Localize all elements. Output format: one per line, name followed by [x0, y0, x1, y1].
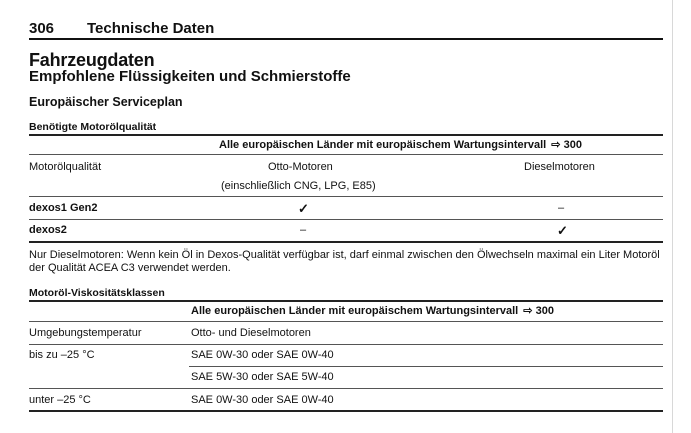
- table1-row-name: dexos2: [29, 224, 67, 236]
- check-icon: ✓: [298, 201, 309, 216]
- table2-row-value: SAE 0W-30 oder SAE 0W-40: [191, 394, 334, 406]
- table2-header-rule: [29, 344, 663, 345]
- table1-banner: [219, 138, 582, 151]
- table2-row-rule: [29, 388, 663, 389]
- diesel-note: Nur Dieselmotoren: Wenn kein Öl in Dexos-Qualität verfügbar ist, darf einmal zwischen den Ölwechseln maximal ein Liter Motoröl der Qualität ACEA C3 verwendet werden.: [29, 249, 660, 274]
- table2-col-temp: Umgebungstemperatur: [29, 327, 142, 339]
- table2-banner-rule: [29, 321, 663, 322]
- dash-mark: –: [300, 224, 307, 236]
- check-icon: ✓: [557, 223, 568, 238]
- cross-reference-arrow-icon: ⇨: [551, 139, 561, 151]
- table2-bottom-rule: [29, 410, 663, 412]
- header-rule: [29, 38, 663, 40]
- table2-banner: [191, 304, 554, 317]
- table2-col-engines: Otto- und Dieselmotoren: [191, 327, 311, 339]
- table1-col-otto-sub: (einschließlich CNG, LPG, E85): [221, 180, 376, 192]
- table2-row-value: SAE 5W-30 oder SAE 5W-40: [191, 371, 334, 383]
- table2-banner-ref: 300: [535, 305, 554, 317]
- table2-row-temp: unter –25 °C: [29, 394, 91, 406]
- page-subtitle: Empfohlene Flüssigkeiten und Schmierstoffe: [29, 68, 351, 85]
- table1-banner-rule: [29, 154, 663, 155]
- table2-banner-text: Alle europäischen Länder mit europäischem Wartungsintervall: [191, 305, 519, 317]
- section-heading: Europäischer Serviceplan: [29, 95, 183, 109]
- table1-row-rule: [29, 219, 663, 220]
- table1-bottom-rule: [29, 241, 663, 243]
- table2-top-rule: [29, 300, 663, 302]
- table1-row-name: dexos1 Gen2: [29, 202, 98, 214]
- table2-subrow-rule: [189, 366, 663, 367]
- table1-banner-text: Alle europäischen Länder mit europäischem Wartungsintervall: [219, 139, 547, 151]
- scroll-edge-line: [672, 0, 673, 433]
- dash-mark: –: [558, 202, 565, 214]
- table1-top-rule: [29, 134, 663, 136]
- table1-heading: Benötigte Motorölqualität: [29, 121, 157, 133]
- page-number: 306: [29, 20, 55, 37]
- table2-row-temp: bis zu –25 °C: [29, 349, 95, 361]
- page-header: [29, 18, 663, 38]
- table1-header-rule: [29, 196, 663, 197]
- table1-col-otto: Otto-Motoren: [268, 161, 333, 173]
- page-title: Fahrzeugdaten: [29, 50, 155, 70]
- table1-col-diesel: Dieselmotoren: [524, 161, 595, 173]
- table2-heading: Motoröl-Viskositätsklassen: [29, 287, 165, 299]
- table1-col-label: Motorölqualität: [29, 161, 102, 173]
- section-title: Technische Daten: [87, 20, 215, 37]
- table1-banner-ref: 300: [563, 139, 582, 151]
- table2-row-value: SAE 0W-30 oder SAE 0W-40: [191, 349, 334, 361]
- cross-reference-arrow-icon: ⇨: [523, 305, 533, 317]
